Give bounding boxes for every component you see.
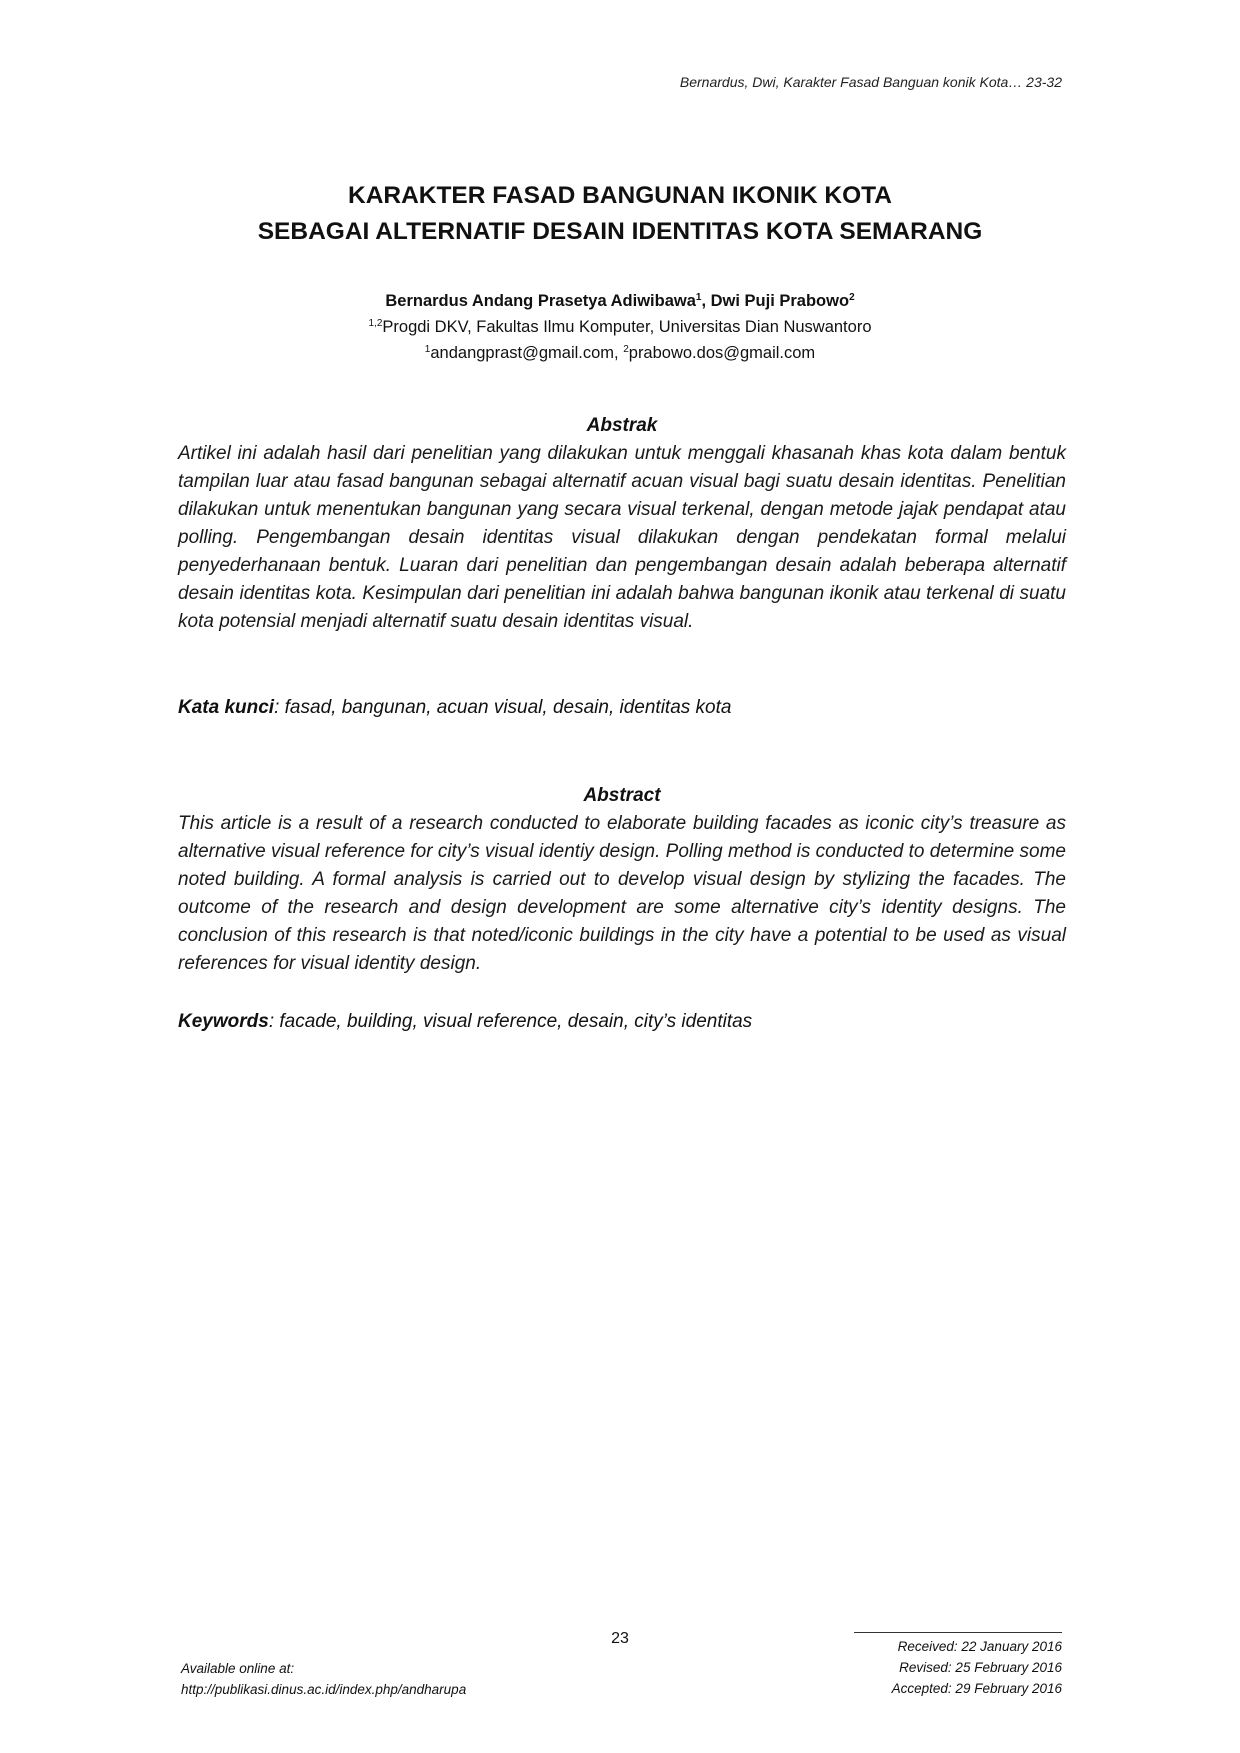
kata-kunci-text: : fasad, bangunan, acuan visual, desain, identitas kota	[274, 697, 732, 718]
author-names	[0, 288, 1240, 314]
submission-dates	[892, 1636, 1062, 1699]
email-1: andangprast@gmail.com,	[430, 344, 624, 362]
available-online-label: Available online at:	[181, 1661, 295, 1676]
author-1-sup: 1	[695, 292, 702, 303]
abstrak-body: Artikel ini adalah hasil dari penelitian yang dilakukan untuk menggali khasanah khas kota dalam bentuk tampilan luar atau fasad bangunan sebagai alternatif acuan visual bagi suatu desain identitas. Penelitian dilakukan untuk menentukan bangunan yang secara visual terkenal, dengan metode jajak pendapat atau polling. Pengembangan desain identitas visual dilakukan dengan pendekatan formal melalui penyederhanaan bentuk. Luaran dari penelitian dan pengembangan desain adalah beberapa alternatif desain identitas kota. Kesimpulan dari penelitian ini adalah bahwa bangunan ikonik atau terkenal di suatu kota potensial menjadi alternatif suatu desain identitas visual.	[178, 443, 1066, 632]
keywords	[178, 1008, 1066, 1036]
title-line-1: KARAKTER FASAD BANGUNAN IKONIK KOTA	[348, 182, 892, 209]
revised-date: Revised: 25 February 2016	[899, 1660, 1062, 1675]
email-1-sup: 1	[424, 344, 431, 355]
page-number: 23	[611, 1630, 629, 1647]
available-online	[181, 1658, 466, 1700]
abstract-section	[178, 782, 1066, 978]
email-2-sup: 2	[623, 344, 629, 355]
received-date: Received: 22 January 2016	[897, 1639, 1062, 1654]
abstract-heading: Abstract	[583, 785, 661, 806]
email-2: prabowo.dos@gmail.com	[628, 344, 816, 362]
keywords-label: Keywords	[178, 1011, 269, 1032]
abstract-body: This article is a result of a research conducted to elaborate building facades as iconic city’s treasure as alternative visual reference for city’s visual identiy design. Polling method is conducted to determine some noted building. A formal analysis is carried out to develop visual design by stylizing the facades. The outcome of the research and design development are some alternative city’s identity designs. The conclusion of this research is that noted/iconic buildings in the city have a potential to be used as visual references for visual identity design.	[178, 813, 1066, 974]
emails	[0, 340, 1240, 366]
author-separator: ,	[701, 292, 711, 310]
author-2: Dwi Puji Prabowo	[710, 292, 850, 310]
kata-kunci-label: Kata kunci	[178, 697, 275, 718]
kata-kunci	[178, 694, 1066, 722]
accepted-date: Accepted: 29 February 2016	[891, 1681, 1062, 1696]
author-block	[0, 288, 1240, 366]
title-line-2: SEBAGAI ALTERNATIF DESAIN IDENTITAS KOTA SEMARANG	[257, 218, 983, 245]
affiliation	[0, 314, 1240, 340]
keywords-text: : facade, building, visual reference, desain, city’s identitas	[268, 1011, 753, 1032]
author-1: Bernardus Andang Prasetya Adiwibawa	[385, 292, 696, 310]
dates-divider	[854, 1632, 1062, 1633]
journal-url[interactable]: http://publikasi.dinus.ac.id/index.php/andharupa	[181, 1682, 467, 1697]
running-header: Bernardus, Dwi, Karakter Fasad Banguan konik Kota… 23-32	[679, 74, 1062, 90]
affiliation-sup: 1,2	[368, 318, 383, 329]
author-2-sup: 2	[849, 292, 855, 303]
paper-title	[0, 178, 1240, 250]
abstrak-section	[178, 412, 1066, 636]
abstrak-heading: Abstrak	[586, 415, 658, 436]
affiliation-text: Progdi DKV, Fakultas Ilmu Komputer, Universitas Dian Nuswantoro	[382, 318, 872, 336]
